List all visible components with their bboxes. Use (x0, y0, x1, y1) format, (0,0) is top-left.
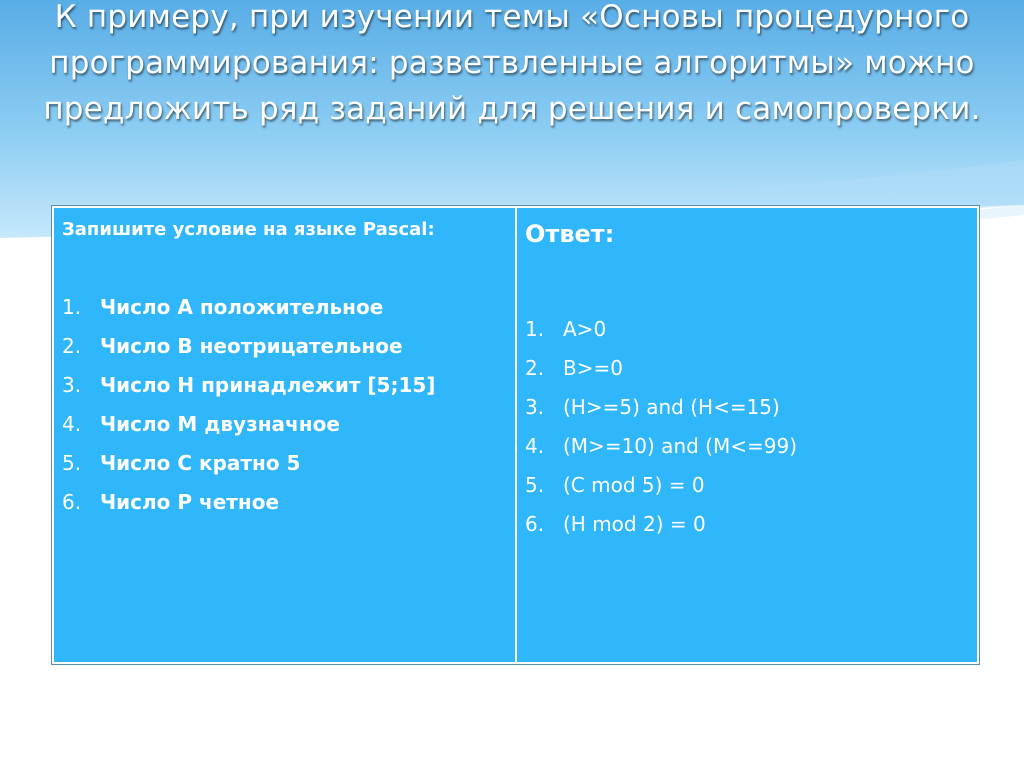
list-item (62, 366, 515, 405)
answers-header: Ответ: (525, 220, 615, 248)
list-item (525, 427, 977, 466)
item-text: B>=0 (563, 356, 623, 380)
slide-title: К примеру, при изучении темы «Основы процедурного программирования: разветвленные алгоритмы» можно предложить ряд заданий для решения и самопроверки. (43, 0, 981, 127)
item-number: 3. (525, 395, 545, 419)
item-text: Число Н принадлежит [5;15] (100, 373, 436, 397)
item-text: Число С кратно 5 (100, 451, 301, 475)
item-number: 4. (525, 434, 545, 458)
answers-list (525, 310, 977, 544)
list-item (62, 405, 515, 444)
tasks-header: Запишите условие на языке Pascal: (62, 219, 435, 240)
item-text: (H mod 2) = 0 (563, 512, 706, 536)
list-item (62, 327, 515, 366)
list-item (525, 349, 977, 388)
item-number: 1. (525, 317, 545, 341)
item-number: 6. (525, 512, 545, 536)
item-text: Число А положительное (100, 295, 384, 319)
tasks-list (62, 288, 515, 522)
item-number: 4. (62, 412, 82, 436)
list-item (62, 288, 515, 327)
list-item (525, 466, 977, 505)
list-item (62, 444, 515, 483)
item-number: 2. (525, 356, 545, 380)
list-item (525, 388, 977, 427)
item-number: 3. (62, 373, 82, 397)
item-text: (H>=5) and (H<=15) (563, 395, 780, 419)
item-number: 6. (62, 490, 82, 514)
item-text: Число Р четное (100, 490, 280, 514)
tasks-cell (54, 208, 517, 662)
item-text: (C mod 5) = 0 (563, 473, 705, 497)
list-item (525, 310, 977, 349)
list-item (62, 483, 515, 522)
item-text: (M>=10) and (M<=99) (563, 434, 797, 458)
item-number: 1. (62, 295, 82, 319)
item-text: A>0 (563, 317, 607, 341)
item-text: Число М двузначное (100, 412, 340, 436)
list-item (525, 505, 977, 544)
answers-cell (517, 208, 977, 662)
item-text: Число В неотрицательное (100, 334, 403, 358)
item-number: 5. (525, 473, 545, 497)
item-number: 2. (62, 334, 82, 358)
task-table (52, 206, 979, 664)
item-number: 5. (62, 451, 82, 475)
